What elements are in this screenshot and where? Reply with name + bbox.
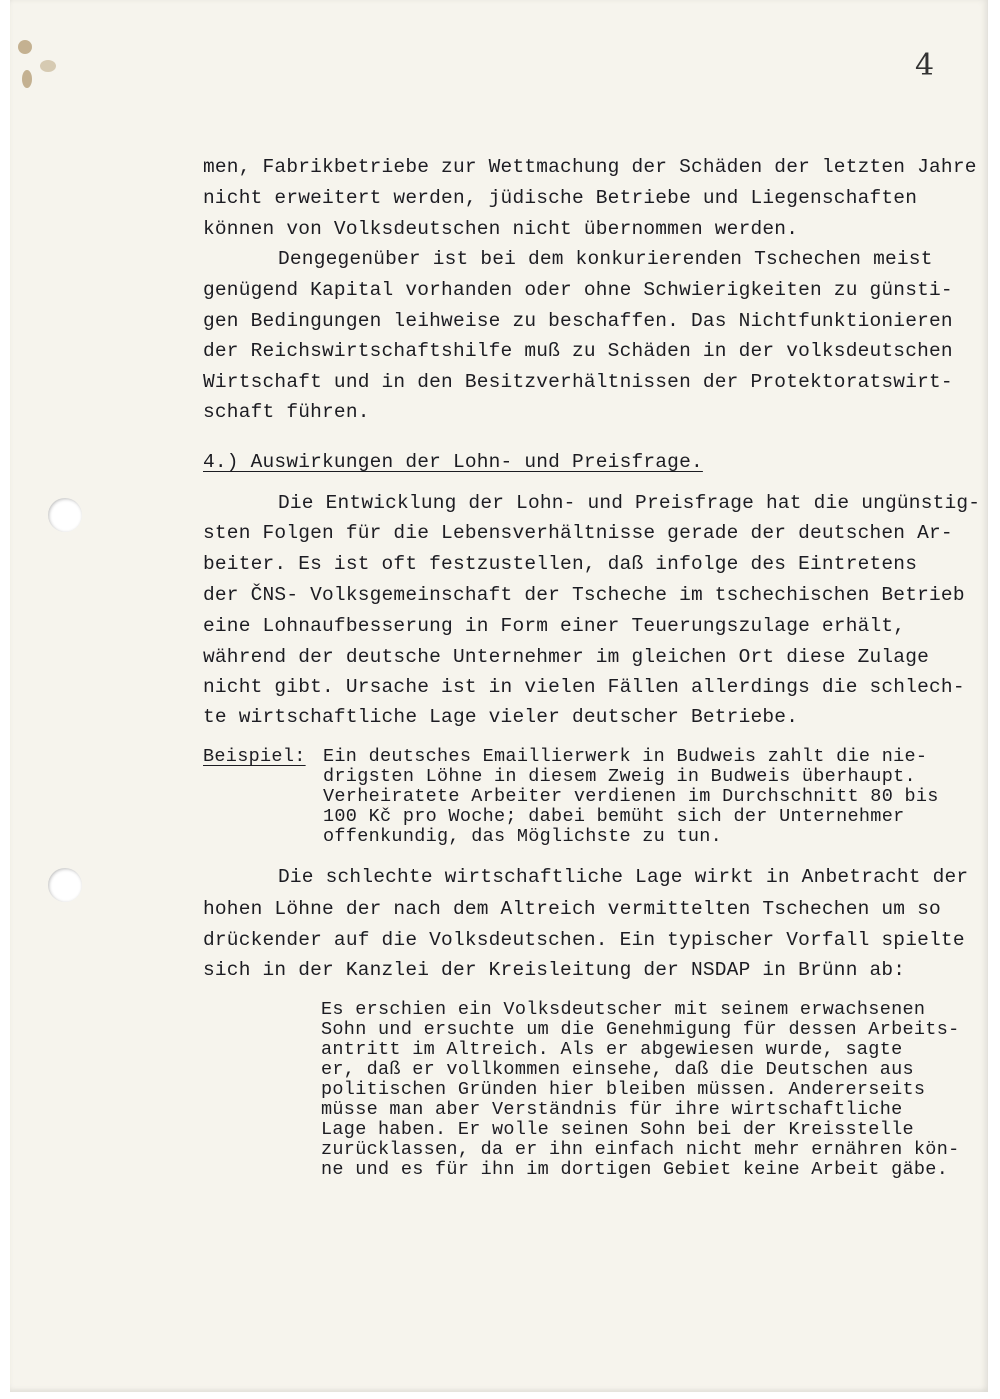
quote-line: er, daß er vollkommen einsehe, daß die Deutschen aus xyxy=(321,1059,914,1080)
text-line: drückender auf die Volksdeutschen. Ein typischer Vorfall spielte xyxy=(203,929,965,951)
text-line: gen Bedingungen leihweise zu beschaffen. Das Nichtfunktionieren xyxy=(203,310,953,332)
text-line: können von Volksdeutschen nicht übernommen werden. xyxy=(203,218,799,240)
punch-hole xyxy=(48,498,82,532)
quote-line: Es erschien ein Volksdeutscher mit seinem erwachsenen xyxy=(321,999,926,1020)
text-line: schaft führen. xyxy=(203,401,370,423)
document-page xyxy=(10,0,988,1392)
text-line: hohen Löhne der nach dem Altreich vermittelten Tschechen um so xyxy=(203,898,941,920)
text-line: sten Folgen für die Lebensverhältnisse gerade der deutschen Ar- xyxy=(203,522,953,544)
quote-line: antritt im Altreich. Als er abgewiesen wurde, sagte xyxy=(321,1039,903,1060)
quote-line: ne und es für ihn im dortigen Gebiet keine Arbeit gäbe. xyxy=(321,1159,949,1180)
page-number: 4 xyxy=(915,48,935,83)
quote-line: zurücklassen, da er ihn einfach nicht mehr ernähren kön- xyxy=(321,1139,960,1160)
text-line: sich in der Kanzlei der Kreisleitung der NSDAP in Brünn ab: xyxy=(203,959,906,981)
punch-hole xyxy=(48,868,82,902)
example-label: Beispiel: xyxy=(203,746,306,767)
rust-stain xyxy=(22,70,32,88)
text-line: te wirtschaftliche Lage vieler deutscher Betriebe. xyxy=(203,706,799,728)
quote-line: Sohn und ersuchte um die Genehmigung für dessen Arbeits- xyxy=(321,1019,960,1040)
example-line: offenkundig, das Möglichste zu tun. xyxy=(323,826,723,847)
text-line: eine Lohnaufbesserung in Form einer Teuerungszulage erhält, xyxy=(203,615,906,637)
text-line: der Reichswirtschaftshilfe muß zu Schäden in der volksdeutschen xyxy=(203,340,953,362)
text-line: men, Fabrikbetriebe zur Wettmachung der Schäden der letzten Jahre xyxy=(203,156,977,178)
text-line: Die Entwicklung der Lohn- und Preisfrage hat die ungünstig- xyxy=(278,492,981,514)
rust-stain xyxy=(18,40,32,54)
text-line: während der deutsche Unternehmer im gleichen Ort diese Zulage xyxy=(203,646,930,668)
text-line: genügend Kapital vorhanden oder ohne Schwierigkeiten zu günsti- xyxy=(203,279,953,301)
text-line: der ČNS- Volksgemeinschaft der Tscheche im tschechischen Betrieb xyxy=(203,584,965,606)
text-line: Die schlechte wirtschaftliche Lage wirkt in Anbetracht der xyxy=(278,866,969,888)
example-line: Ein deutsches Emaillierwerk in Budweis zahlt die nie- xyxy=(323,746,928,767)
quote-line: Lage haben. Er wolle seinen Sohn bei der Kreisstelle xyxy=(321,1119,914,1140)
quote-line: müsse man aber Verständnis für ihre wirtschaftliche xyxy=(321,1099,903,1120)
text-line: nicht gibt. Ursache ist in vielen Fällen allerdings die schlech- xyxy=(203,676,965,698)
example-line: drigsten Löhne in diesem Zweig in Budweis überhaupt. xyxy=(323,766,916,787)
text-line: Wirtschaft und in den Besitzverhältnissen der Protektoratswirt- xyxy=(203,371,953,393)
example-line: Verheiratete Arbeiter verdienen im Durchschnitt 80 bis xyxy=(323,786,939,807)
text-line: Dengegenüber ist bei dem konkurierenden Tschechen meist xyxy=(278,248,933,270)
rust-stain xyxy=(40,60,56,72)
text-line: beiter. Es ist oft festzustellen, daß infolge des Eintretens xyxy=(203,553,918,575)
text-line: nicht erweitert werden, jüdische Betriebe und Liegenschaften xyxy=(203,187,918,209)
example-line: 100 Kč pro Woche; dabei bemüht sich der Unternehmer xyxy=(323,806,905,827)
section-heading: 4.) Auswirkungen der Lohn- und Preisfrage. xyxy=(203,451,703,473)
quote-line: politischen Gründen hier bleiben müssen. Andererseits xyxy=(321,1079,926,1100)
